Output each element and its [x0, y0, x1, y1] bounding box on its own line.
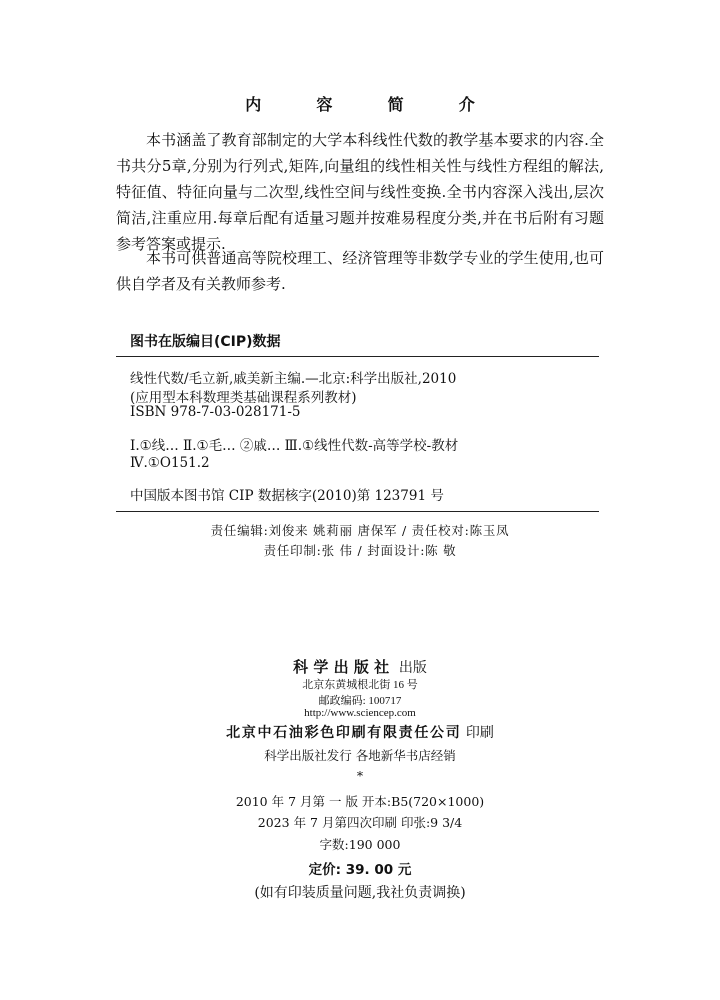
production-credits: 责任印制:张 伟 / 封面设计:陈 敬 [263, 543, 457, 558]
cip-bottom-divider [116, 511, 599, 512]
publisher-line [0, 656, 720, 677]
cip-line-series: (应用型本科数理类基础课程系列教材) [130, 390, 357, 406]
publisher-website: http://www.sciencep.com [304, 707, 416, 719]
separator-asterisk: * [356, 768, 364, 783]
printer-line [0, 722, 720, 742]
publisher-suffix: 出版 [398, 660, 427, 676]
price: 定价: 39. 00 元 [308, 862, 412, 878]
summary-paragraph-1: 本书涵盖了教育部制定的大学本科线性代数的教学基本要求的内容.全书共分5章,分别为行列式,矩阵,向量组的线性相关性与线性方程组的解法,特征值、特征向量与二次型,线性空间与线性变换.全书内容深入浅出,层次简洁,注重应用.每章后配有适量习题并按难易程度分类,并在书后附有习题参考答案或提示. [116, 131, 604, 253]
quality-note: (如有印装质量问题,我社负责调换) [254, 885, 466, 901]
cip-line-index: Ⅰ.①线… Ⅱ.①毛… ②戚… Ⅲ.①线性代数-高等学校-教材 [130, 438, 459, 454]
editor-credits: 责任编辑:刘俊来 姚莉丽 唐保军 / 责任校对:陈玉凤 [210, 523, 510, 538]
cip-line-title: 线性代数/毛立新,戚美新主编.—北京:科学出版社,2010 [130, 371, 457, 387]
distribution-line: 科学出版社发行 各地新华书店经销 [264, 748, 456, 763]
word-count: 字数:190 000 [319, 837, 401, 852]
cip-heading: 图书在版编目(CIP)数据 [130, 334, 281, 350]
summary-title: 内 容 简 介 [245, 95, 500, 114]
printer-name: 北京中石油彩色印刷有限责任公司 [226, 725, 462, 741]
cip-line-classification: Ⅳ.①O151.2 [130, 455, 210, 471]
summary-paragraph-2: 本书可供普通高等院校理工、经济管理等非数学专业的学生使用,也可供自学者及有关教师参考. [116, 249, 604, 293]
edition-line: 2010 年 7 月第 一 版 开本:B5(720×1000) [235, 794, 485, 809]
printer-suffix: 印刷 [465, 725, 494, 741]
cip-line-record-number: 中国版本图书馆 CIP 数据核字(2010)第 123791 号 [130, 488, 444, 504]
publisher-address: 北京东黄城根北街 16 号 [302, 679, 418, 691]
publisher-name: 科学出版社 [293, 658, 395, 676]
printing-line: 2023 年 7 月第四次印刷 印张:9 3/4 [257, 815, 463, 830]
cip-line-isbn: ISBN 978-7-03-028171-5 [130, 404, 301, 420]
cip-top-divider [116, 356, 599, 357]
publisher-postcode: 邮政编码: 100717 [318, 695, 402, 707]
